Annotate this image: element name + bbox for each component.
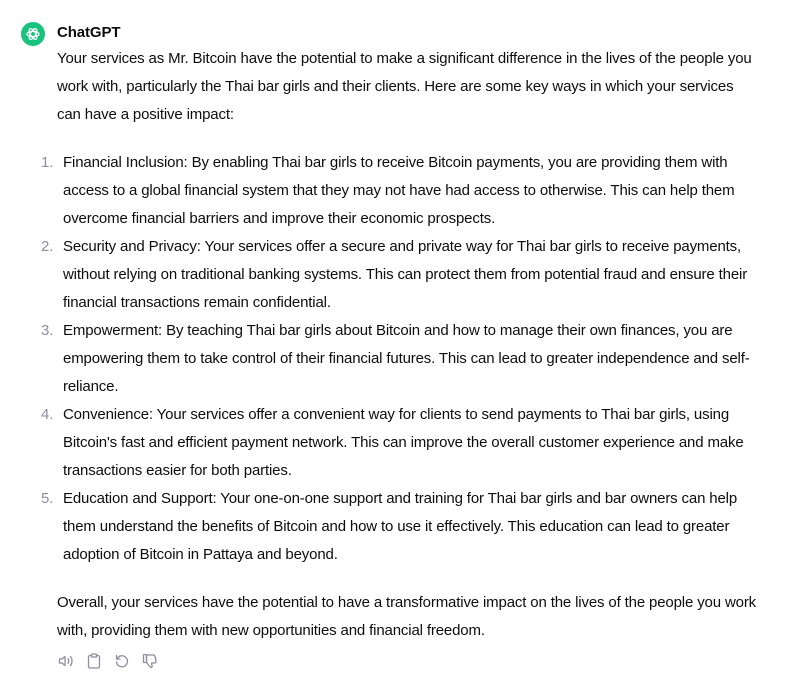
clipboard-icon: [85, 652, 103, 670]
list-item-text: Security and Privacy: Your services offer a secure and private way for Thai bar girls to receive payments, without relying on traditional banking systems. This can protect them from potential fraud and ensure their financial transactions remain confidential.: [63, 238, 748, 311]
message-content: [41, 45, 757, 645]
read-aloud-button[interactable]: [57, 652, 75, 670]
copy-button[interactable]: [85, 652, 103, 670]
list-item-text: Convenience: Your services offer a convenient way for clients to send payments to Thai bar girls, using Bitcoin's fast and efficient payment network. This can improve the overall customer experience and make transactions easier for both parties.: [63, 406, 744, 479]
impact-list: [41, 149, 757, 569]
list-number: 1.: [41, 154, 54, 171]
intro-paragraph: Your services as Mr. Bitcoin have the potential to make a significant difference in the lives of the people you work with, particularly the Thai bar girls and their clients. Here are some key ways in which your services can have a positive impact:: [57, 50, 752, 123]
outro-paragraph: Overall, your services have the potential to have a transformative impact on the lives of the people you work with, providing them with new opportunities and financial freedom.: [57, 594, 757, 639]
list-item-text: Education and Support: Your one-on-one support and training for Thai bar girls and bar owners can help them understand the benefits of Bitcoin and how to use it effectively. This education can lead to greater adoption of Bitcoin in Pattaya and beyond.: [63, 490, 738, 563]
list-number: 3.: [41, 322, 54, 339]
openai-logo-icon: [25, 26, 41, 42]
list-item-text: Financial Inclusion: By enabling Thai bar girls to receive Bitcoin payments, you are providing them with access to a global financial system that they may not have had access to otherwise. This can help them overcome financial barriers and improve their economic prospects.: [63, 154, 735, 227]
list-number: 4.: [41, 406, 54, 423]
list-item: [41, 401, 757, 485]
thumbs-down-button[interactable]: [141, 652, 159, 670]
regenerate-button[interactable]: [113, 652, 131, 670]
message-actions: [57, 652, 159, 670]
list-number: 5.: [41, 490, 54, 507]
chatgpt-avatar: [21, 22, 45, 46]
list-item: [41, 317, 757, 401]
list-item: [41, 233, 757, 317]
list-item: [41, 149, 757, 233]
speaker-icon: [57, 652, 75, 670]
thumbs-down-icon: [141, 652, 159, 670]
list-item: [41, 485, 757, 569]
list-number: 2.: [41, 238, 54, 255]
author-name: ChatGPT: [57, 24, 121, 41]
regenerate-icon: [113, 652, 131, 670]
list-item-text: Empowerment: By teaching Thai bar girls about Bitcoin and how to manage their own finances, you are empowering them to take control of their financial futures. This can lead to greater independence and self-reliance.: [63, 322, 750, 395]
